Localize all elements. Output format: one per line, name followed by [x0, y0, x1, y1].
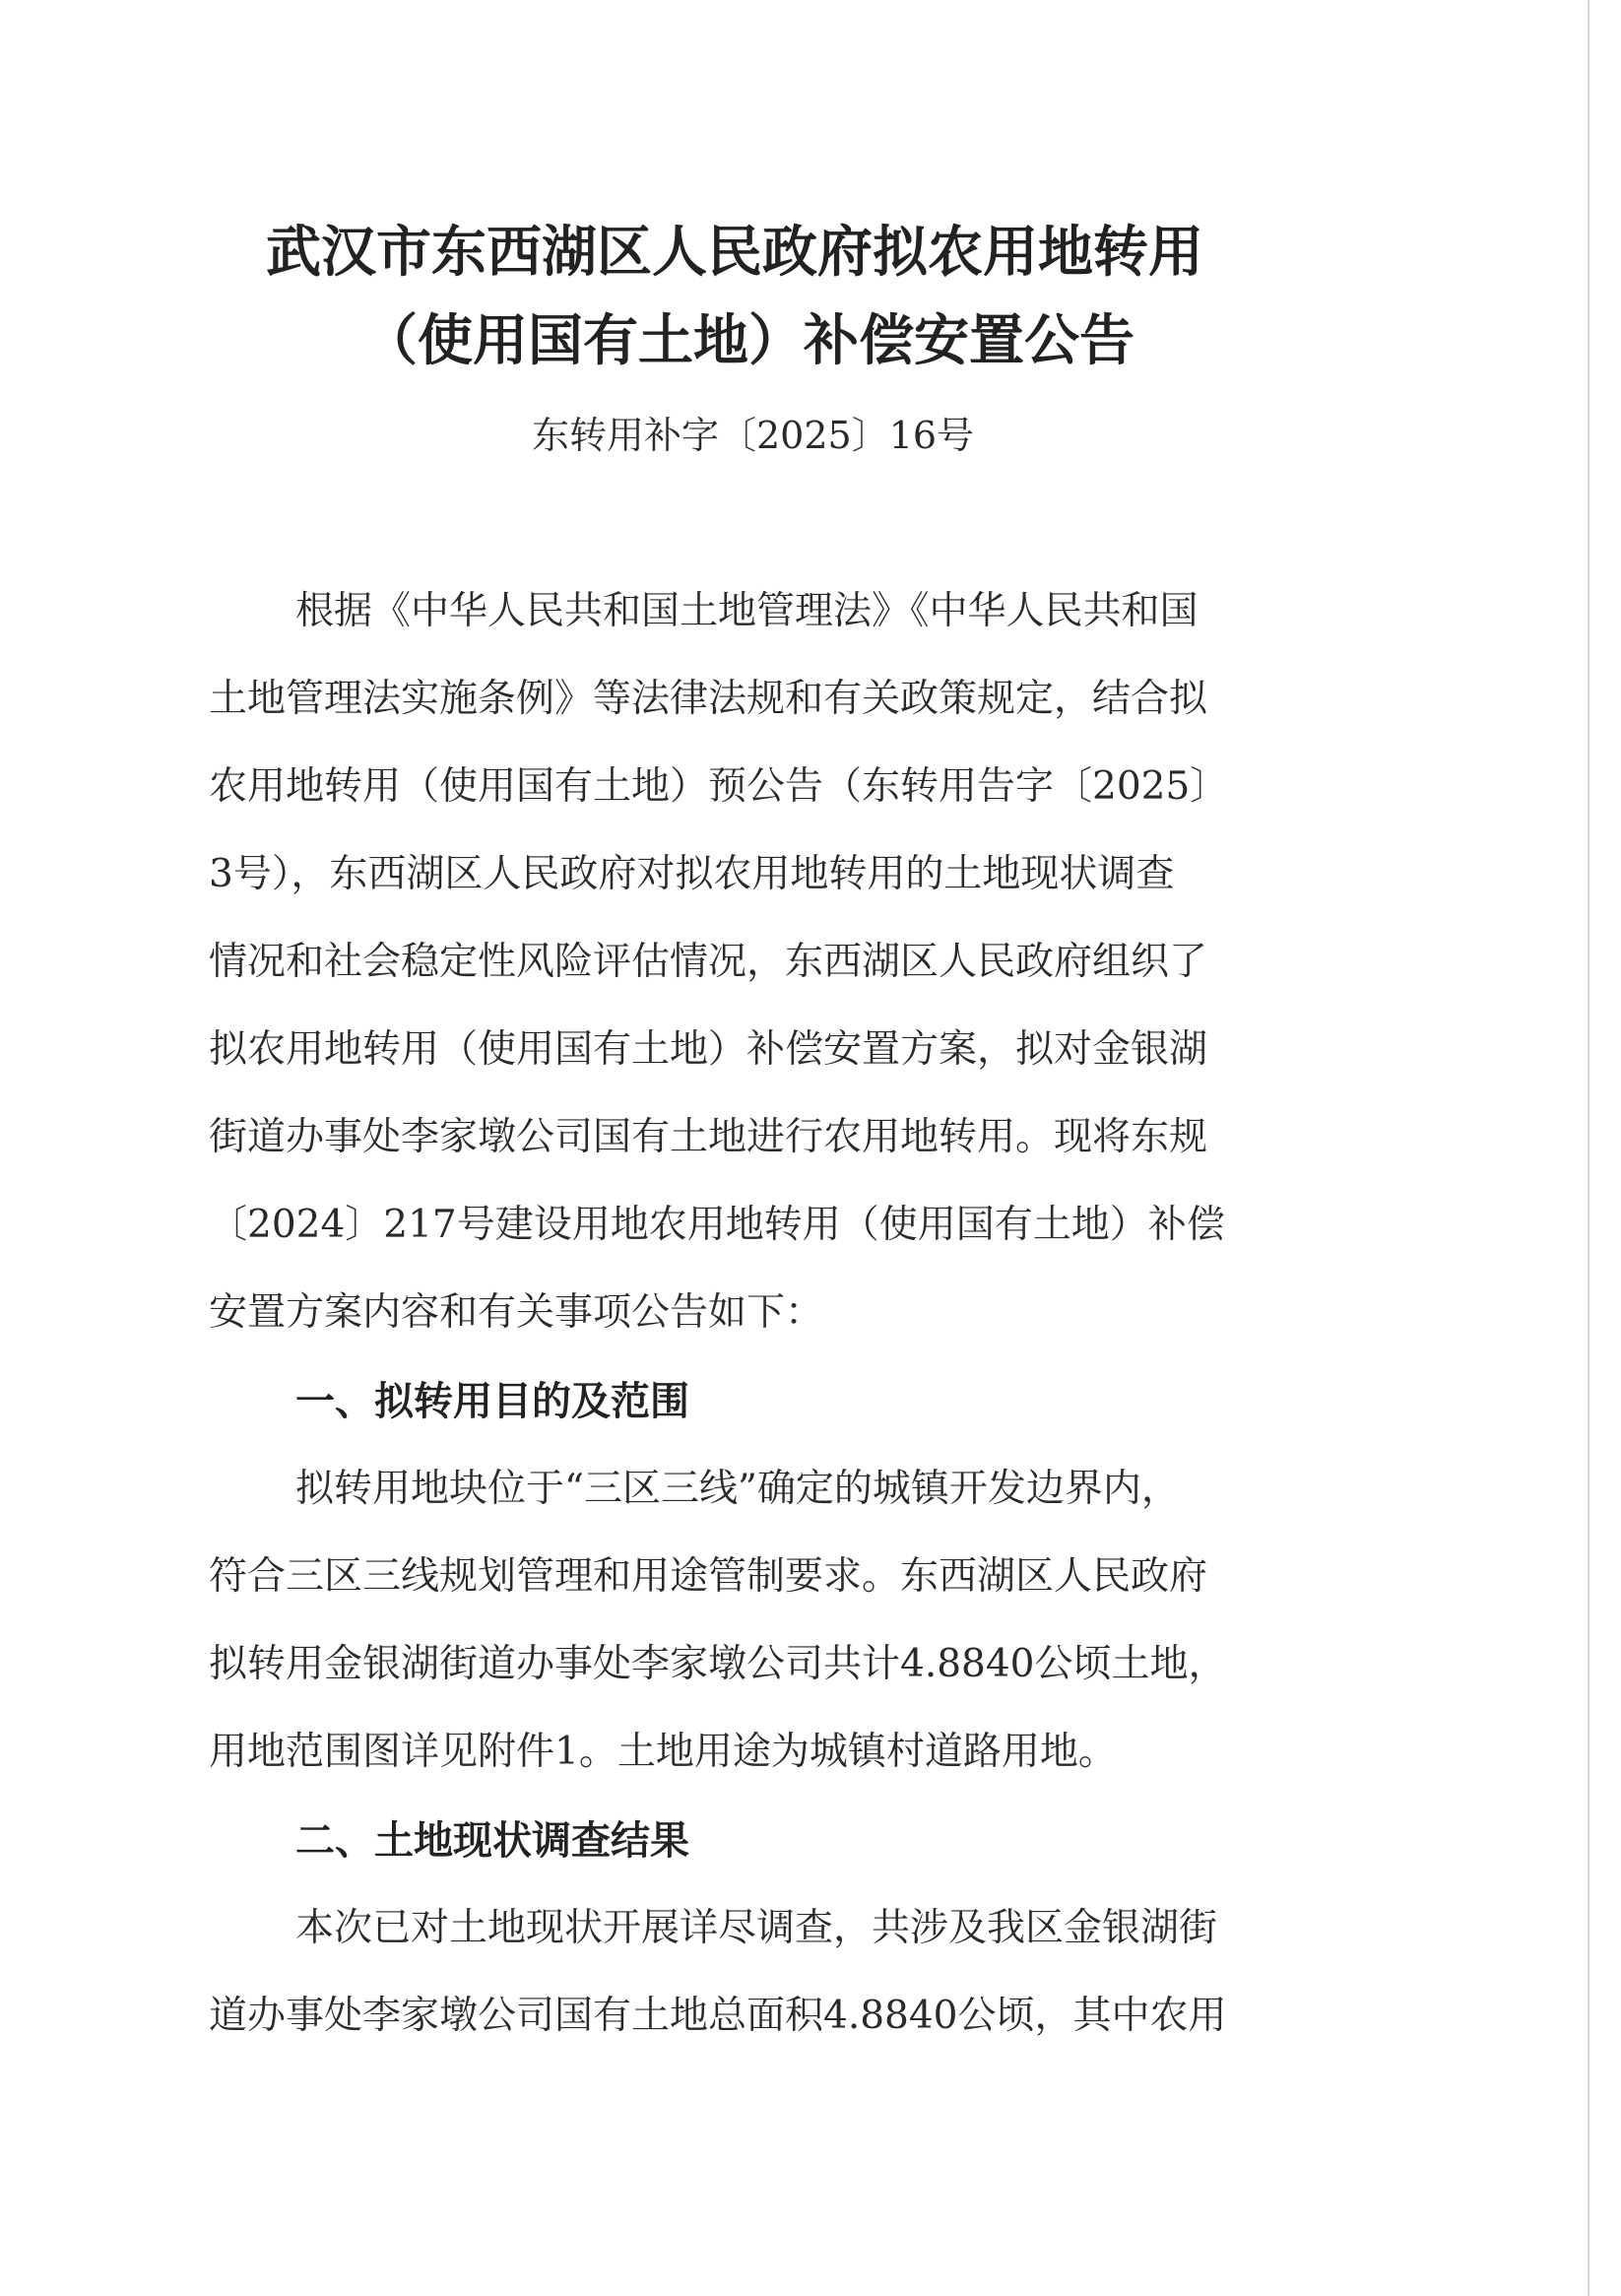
page-title-line-1: 武汉市东西湖区人民政府拟农用地转用	[266, 221, 1203, 285]
intro-line-1: 根据《中华人民共和国土地管理法》《中华人民共和国	[295, 589, 1199, 633]
section-1-heading: 一、拟转用目的及范围	[295, 1379, 689, 1424]
section-1-line-2: 符合三区三线规划管理和用途管制要求。东西湖区人民政府	[209, 1554, 1208, 1599]
document-number: 东转用补字〔2025〕16号	[532, 414, 975, 457]
intro-line-3: 农用地转用（使用国有土地）预公告（东转用告字〔2025〕	[209, 764, 1229, 809]
intro-line-5: 情况和社会稳定性风险评估情况，东西湖区人民政府组织了	[209, 940, 1208, 984]
page-title-line-2: （使用国有土地）补偿安置公告	[362, 309, 1135, 373]
section-2-line-2: 道办事处李家墩公司国有土地总面积4.8840公顷，其中农用	[209, 1994, 1227, 2038]
section-1-line-1: 拟转用地块位于“三区三线”确定的城镇开发边界内，	[295, 1467, 1180, 1511]
intro-line-4: 3号），东西湖区人民政府对拟农用地转用的土地现状调查	[209, 852, 1175, 896]
section-2-line-1: 本次已对土地现状开展详尽调查，共涉及我区金银湖街	[295, 1906, 1218, 1950]
intro-line-9: 安置方案内容和有关事项公告如下：	[209, 1290, 824, 1335]
section-1-line-3: 拟转用金银湖街道办事处李家墩公司共计4.8840公顷土地，	[209, 1642, 1227, 1686]
intro-line-6: 拟农用地转用（使用国有土地）补偿安置方案，拟对金银湖	[209, 1027, 1208, 1072]
intro-line-8: 〔2024〕217号建设用地农用地转用（使用国有土地）补偿	[209, 1203, 1225, 1247]
intro-line-7: 街道办事处李家墩公司国有土地进行农用地转用。现将东规	[209, 1115, 1208, 1159]
section-2-heading: 二、土地现状调查结果	[295, 1818, 689, 1864]
section-1-line-4: 用地范围图详见附件1。土地用途为城镇村道路用地。	[209, 1730, 1117, 1774]
intro-line-2: 土地管理法实施条例》等法律法规和有关政策规定，结合拟	[209, 677, 1208, 721]
